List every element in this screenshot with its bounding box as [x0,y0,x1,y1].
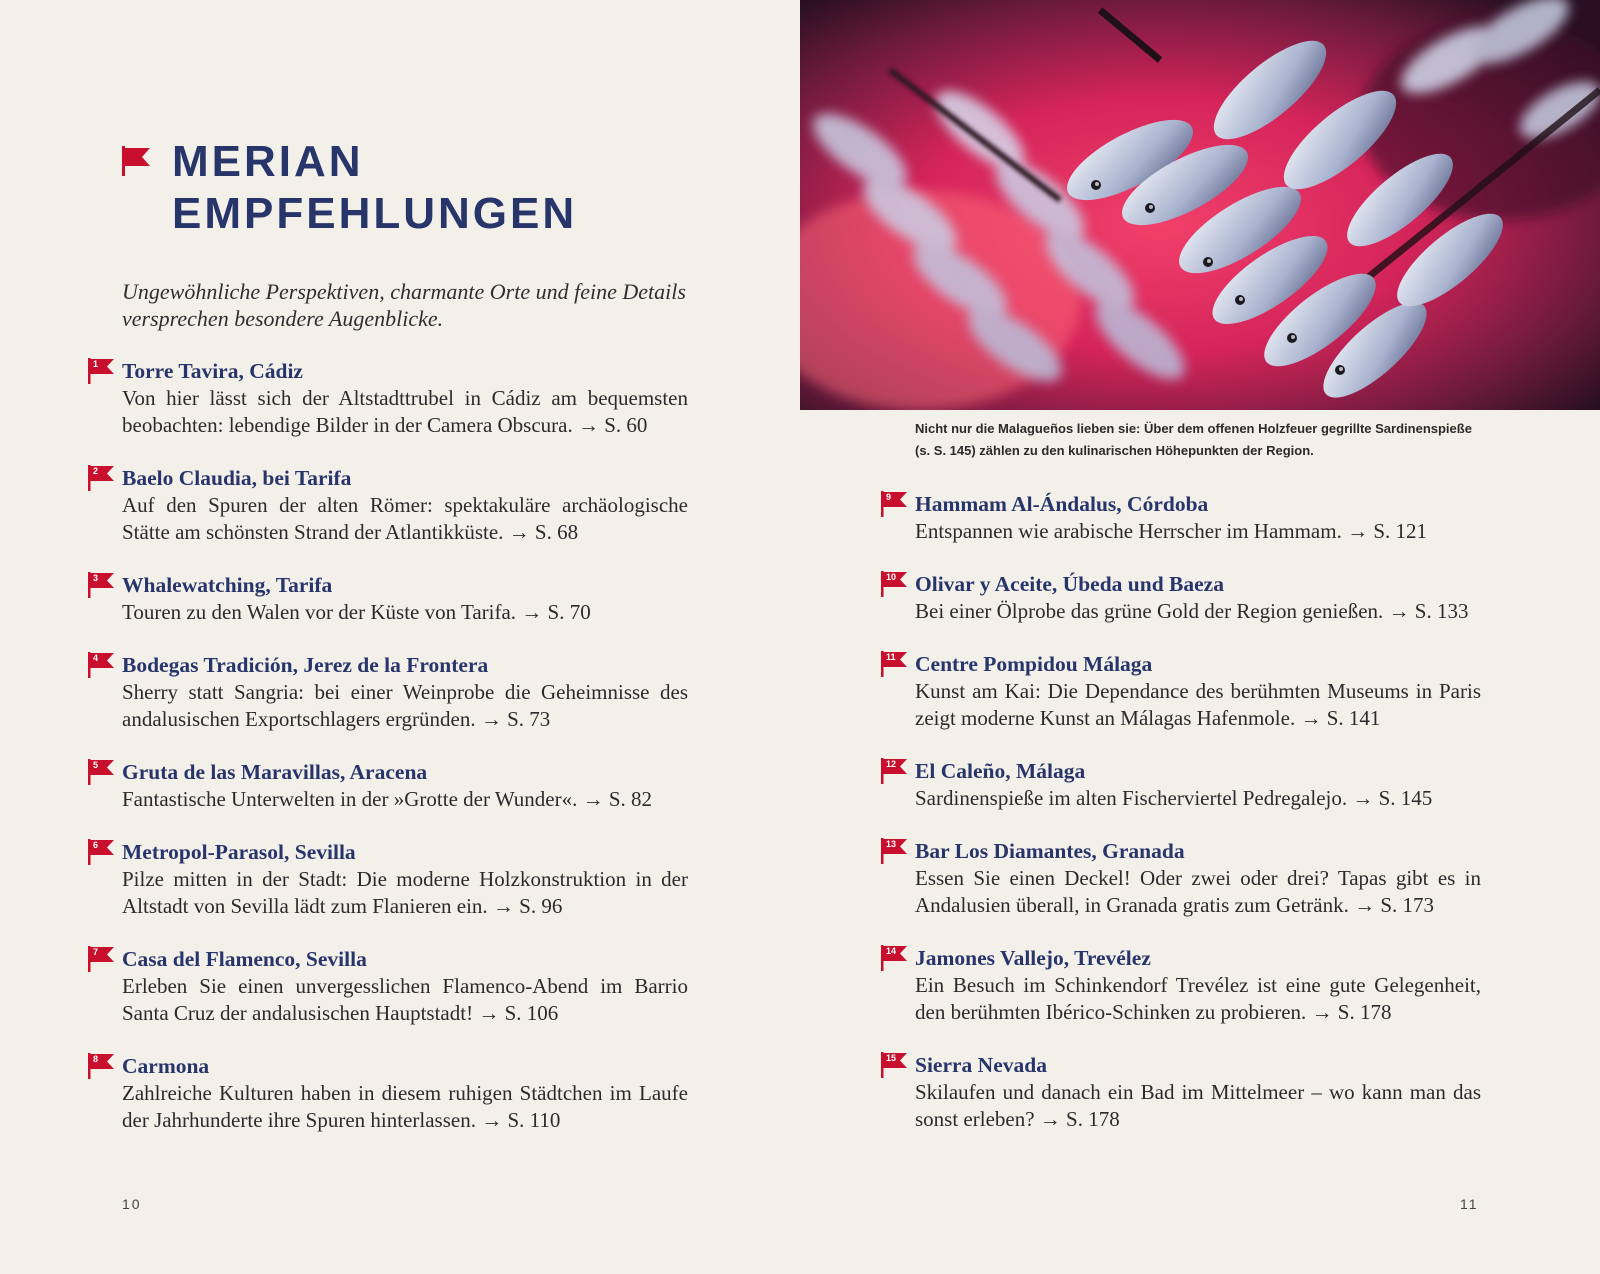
title-line-2: EMPFEHLUNGEN [172,189,578,238]
sardine-skewers-photo [800,0,1600,410]
entry-title: Metropol-Parasol, Sevilla [122,840,356,864]
numbered-flag-icon [88,946,116,972]
numbered-flag-icon [88,839,116,865]
entry-description: Essen Sie einen Deckel! Oder zwei oder drei? Tapas gibt es in Andalusien überall, in Granada gratis zum Getränk. → S. 173 [915,866,1481,917]
recommendation-entry [88,465,688,546]
numbered-flag-icon [88,759,116,785]
right-page [800,0,1600,1274]
title-line-1: MERIAN [172,137,364,186]
entry-list-left [93,358,688,1160]
entry-description: Entspannen wie arabische Herrscher im Hammam. → S. 121 [915,519,1428,543]
entry-number: 4 [93,653,99,663]
entry-number: 11 [886,652,896,662]
entry-number: 10 [886,572,897,582]
entry-title: Hammam Al-Ándalus, Córdoba [915,492,1209,516]
entry-description: Bei einer Ölprobe das grüne Gold der Region genießen. → S. 133 [915,599,1469,623]
photo-caption: Nicht nur die Malagueños lieben sie: Über dem offenen Holzfeuer gegrillte Sardinenspieße (s. S. 145) zählen zu den kulinarischen Höhepunkten der Region. [915,421,1472,458]
entry-number: 6 [93,840,99,850]
page-number-left: 10 [122,1196,142,1212]
recommendation-entry [88,652,688,733]
entry-title: Whalewatching, Tarifa [122,573,333,597]
entry-description: Zahlreiche Kulturen haben in diesem ruhigen Städtchen im Laufe der Jahrhunderte ihre Spuren hinterlassen. → S. 110 [122,1081,688,1132]
entry-title: Casa del Flamenco, Sevilla [122,947,367,971]
entry-title: El Caleño, Málaga [915,759,1086,783]
entry-description: Ein Besuch im Schinkendorf Trevélez ist eine gute Gelegenheit, den berühmten Ibérico-Schinken zu probieren. → S. 178 [915,973,1481,1024]
recommendation-entry [88,759,688,813]
page-number-right: 11 [1460,1196,1479,1212]
numbered-flag-icon [881,945,909,971]
entry-number: 15 [886,1053,897,1063]
entry-description: Fantastische Unterwelten in der »Grotte der Wunder«. → S. 82 [122,787,653,811]
entry-description: Pilze mitten in der Stadt: Die moderne Holzkonstruktion in der Altstadt von Sevilla lädt zum Flanieren ein. → S. 96 [122,867,688,918]
recommendation-entry [881,491,1481,545]
numbered-flag-icon [881,838,909,864]
recommendation-entry [881,571,1481,625]
numbered-flag-icon [881,491,909,517]
recommendation-entry [88,839,688,920]
entry-title: Bar Los Diamantes, Granada [915,839,1185,863]
numbered-flag-icon [88,465,116,491]
numbered-flag-icon [88,1053,116,1079]
recommendation-entry [88,946,688,1027]
entry-description: Sardinenspieße im alten Fischerviertel Pedregalejo. → S. 145 [915,786,1433,810]
entry-title: Jamones Vallejo, Trevélez [915,946,1151,970]
recommendation-entry [881,1052,1481,1133]
entry-title: Torre Tavira, Cádiz [122,359,303,383]
numbered-flag-icon [88,358,116,384]
entry-description: Sherry statt Sangria: bei einer Weinprobe die Geheimnisse des andalusischen Exportschlagers ergründen. → S. 73 [122,680,688,731]
entry-title: Centre Pompidou Málaga [915,652,1153,676]
entry-title: Gruta de las Maravillas, Aracena [122,760,428,784]
entry-number: 5 [93,760,99,770]
entry-list-right [886,491,1481,1159]
entry-title: Bodegas Tradición, Jerez de la Frontera [122,653,489,677]
entry-number: 13 [886,839,897,849]
entry-description: Auf den Spuren der alten Römer: spektakuläre archäologische Stätte am schönsten Strand der Atlantikküste. → S. 68 [122,493,688,544]
entry-number: 12 [886,759,897,769]
entry-number: 8 [93,1054,99,1064]
entry-number: 3 [93,573,99,583]
page-title [172,136,732,240]
recommendation-entry [881,651,1481,732]
entry-number: 1 [93,359,99,369]
recommendation-entry [88,572,688,626]
entry-number: 14 [886,946,897,956]
entry-title: Olivar y Aceite, Úbeda und Baeza [915,572,1224,596]
entry-description: Kunst am Kai: Die Dependance des berühmten Museums in Paris zeigt moderne Kunst an Málagas Hafenmole. → S. 141 [915,679,1481,730]
entry-title: Sierra Nevada [915,1053,1047,1077]
entry-title: Baelo Claudia, bei Tarifa [122,466,352,490]
entry-description: Von hier lässt sich der Altstadttrubel in Cádiz am bequemsten beobachten: lebendige Bilder in der Camera Obscura. → S. 60 [122,386,688,437]
entry-title: Carmona [122,1054,210,1078]
numbered-flag-icon [88,572,116,598]
entry-number: 2 [93,466,99,476]
numbered-flag-icon [88,652,116,678]
numbered-flag-icon [881,571,909,597]
numbered-flag-icon [881,1052,909,1078]
intro-text: Ungewöhnliche Perspektiven, charmante Orte und feine Details versprechen besondere Augenblicke. [122,279,686,331]
entry-description: Touren zu den Walen vor der Küste von Tarifa. → S. 70 [122,600,591,624]
recommendation-entry [88,1053,688,1134]
numbered-flag-icon [881,758,909,784]
entry-number: 7 [93,947,99,957]
recommendation-entry [88,358,688,439]
recommendation-entry [881,838,1481,919]
entry-description: Skilaufen und danach ein Bad im Mittelmeer – wo kann man das sonst erleben? → S. 178 [915,1080,1481,1131]
numbered-flag-icon [881,651,909,677]
recommendation-entry [881,758,1481,812]
entry-number: 9 [886,492,892,502]
recommendation-entry [881,945,1481,1026]
entry-description: Erleben Sie einen unvergesslichen Flamenco-Abend im Barrio Santa Cruz der andalusischen Hauptstadt! → S. 106 [122,974,688,1025]
red-flag-icon [122,146,152,176]
